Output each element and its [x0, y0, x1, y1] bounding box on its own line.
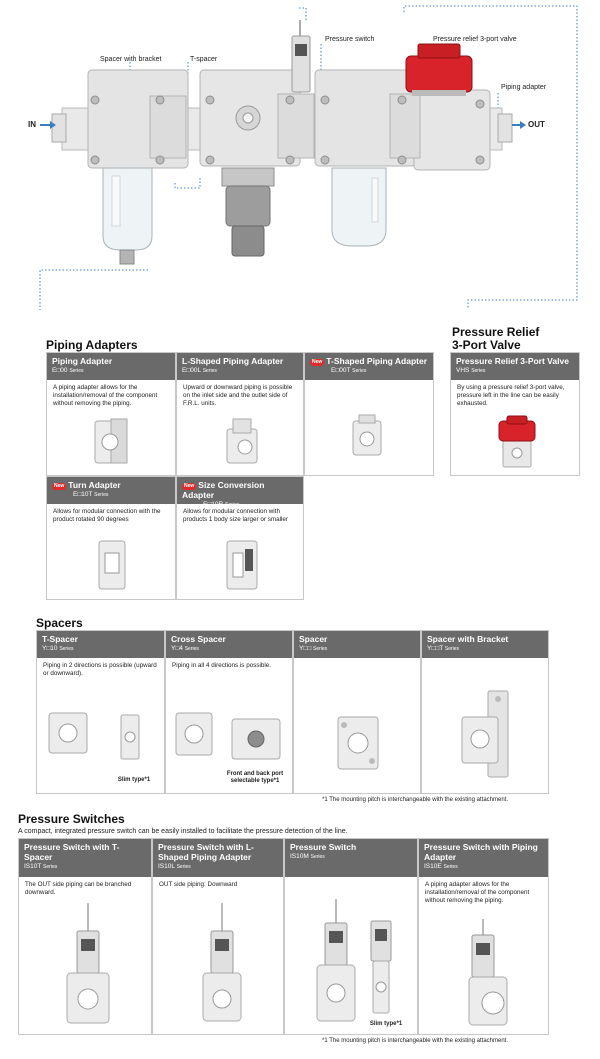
series-suffix: Series — [94, 492, 109, 498]
piping-adapter-callout: Piping adapter — [501, 84, 547, 91]
in-label: IN — [28, 120, 36, 129]
series-suffix: Series — [202, 368, 217, 374]
series-suffix: Series — [443, 864, 458, 870]
new-badge: New — [312, 359, 323, 365]
switch-l-adapter-image — [197, 901, 247, 1029]
card-name: Piping Adapter — [52, 356, 113, 366]
switch-t-spacer-image — [63, 901, 113, 1029]
spacer-with-bracket-card — [421, 630, 549, 794]
card-series: VHS — [456, 367, 470, 374]
spacer-image — [330, 711, 386, 775]
spacer-card — [293, 630, 421, 794]
cross-spacer-card — [165, 630, 293, 794]
series-suffix: Series — [225, 502, 240, 508]
new-badge: New — [54, 483, 65, 489]
card-name: Spacer with Bracket — [427, 634, 509, 644]
switch-slim-image — [365, 917, 397, 1017]
card-name: Spacer — [299, 634, 328, 644]
slim-type-note: Slim type*1 — [117, 777, 151, 783]
cross-spacer-front-back-image — [228, 715, 284, 763]
series-suffix: Series — [176, 864, 191, 870]
card-series: Y□10 — [42, 645, 58, 652]
size-conversion-adapter-card — [176, 476, 304, 600]
cross-spacer-image — [172, 709, 216, 759]
card-name: Pressure Switch — [290, 842, 357, 852]
pressure-switch-callout: Pressure switch — [325, 36, 375, 43]
card-name: Size Conversion Adapter — [182, 480, 265, 500]
pressure-relief-callout: Pressure relief 3-port valve — [433, 36, 517, 43]
card-desc: Allows for modular connection with products 1 body size larger or smaller — [183, 508, 288, 523]
switch-image — [311, 897, 361, 1027]
card-desc: By using a pressure relief 3-port valve, pressure left in the line can be easily exhausted. — [457, 384, 565, 407]
card-series: Y□4 — [171, 645, 183, 652]
pressure-switches-desc: A compact, integrated pressure switch can be easily installed to facilitate the pressure detection of the line. — [18, 828, 348, 835]
card-series: IS10L — [158, 863, 175, 870]
switches-footnote: *1 The mounting pitch is interchangeable with the existing attachment. — [322, 1038, 508, 1044]
card-name: Pressure Relief 3-Port Valve — [456, 356, 569, 366]
t-shaped-piping-adapter-card — [304, 352, 434, 476]
frl-assembly-illustration — [0, 0, 600, 310]
card-name: Pressure Switch with T-Spacer — [24, 842, 120, 862]
spacer-with-bracket-image — [454, 687, 518, 781]
card-series: Y□□T — [427, 645, 444, 652]
card-name: T-Shaped Piping Adapter — [326, 356, 428, 366]
card-series: E□10T — [73, 491, 93, 498]
series-suffix: Series — [313, 646, 328, 652]
t-spacer-card — [36, 630, 165, 794]
pressure-switches-title: Pressure Switches — [18, 812, 125, 826]
spacers-title: Spacers — [36, 616, 83, 630]
frl-assembly-diagram — [0, 0, 600, 310]
card-series: E□00 — [52, 367, 68, 374]
card-desc: OUT side piping: Downward — [159, 881, 238, 888]
card-name: Cross Spacer — [171, 634, 226, 644]
pressure-switch-l-adapter-card — [152, 838, 284, 1035]
l-shaped-piping-adapter-image — [221, 417, 265, 469]
card-series: IS10E — [424, 863, 442, 870]
l-shaped-piping-adapter-card — [176, 352, 304, 476]
front-back-port-note: Front and back port selectable type*1 — [226, 771, 284, 784]
turn-adapter-image — [95, 537, 129, 593]
card-desc: Piping in 2 directions is possible (upward or downward). — [43, 662, 157, 677]
series-suffix: Series — [471, 368, 486, 374]
out-label: OUT — [528, 120, 545, 129]
series-suffix: Series — [69, 368, 84, 374]
card-name: Pressure Switch with Piping Adapter — [424, 842, 538, 862]
spacer-with-bracket-callout: Spacer with bracket — [100, 56, 162, 63]
t-spacer-slim-image — [117, 711, 143, 763]
switch-piping-adapter-image — [463, 917, 513, 1031]
card-name: L-Shaped Piping Adapter — [182, 356, 284, 366]
card-desc: Upward or downward piping is possible on the inlet side and the outlet side of F.R.L. units. — [183, 384, 293, 407]
pressure-switch-t-spacer-card — [18, 838, 152, 1035]
new-badge: New — [184, 483, 195, 489]
card-desc: Allows for modular connection with the product rotated 90 degrees — [53, 508, 161, 523]
relief-title-line1: Pressure Relief — [452, 325, 540, 339]
card-desc: The OUT side piping can be branched downward. — [25, 881, 132, 896]
t-shaped-piping-adapter-image — [347, 413, 387, 461]
card-series: IS10M — [290, 853, 309, 860]
pressure-switch-piping-adapter-card — [418, 838, 549, 1035]
series-suffix: Series — [310, 854, 325, 860]
card-name: Turn Adapter — [68, 480, 121, 490]
card-series: Y□□ — [299, 645, 312, 652]
t-spacer-image — [45, 709, 91, 757]
series-suffix: Series — [444, 646, 460, 652]
card-series: E□10R — [203, 501, 224, 508]
card-desc: A piping adapter allows for the installation/removal of the component without removing the piping. — [53, 384, 158, 407]
series-suffix: Series — [352, 368, 367, 374]
series-suffix: Series — [59, 646, 74, 652]
card-desc: A piping adapter allows for the installation/removal of the component without removing the piping. — [425, 881, 530, 904]
pressure-relief-title — [452, 326, 539, 352]
relief-valve-image — [495, 415, 539, 471]
card-name: Pressure Switch with L-Shaped Piping Adapter — [158, 842, 254, 862]
series-suffix: Series — [43, 864, 58, 870]
spacers-footnote: *1 The mounting pitch is interchangeable with the existing attachment. — [322, 797, 508, 803]
size-conversion-adapter-image — [223, 535, 263, 593]
turn-adapter-card — [46, 476, 176, 600]
card-name: T-Spacer — [42, 634, 78, 644]
pressure-switch-card — [284, 838, 418, 1035]
relief-title-line2: 3-Port Valve — [452, 338, 521, 352]
series-suffix: Series — [184, 646, 199, 652]
card-desc: Piping in all 4 directions is possible. — [172, 662, 272, 669]
card-series: E□00T — [331, 367, 351, 374]
t-spacer-callout: T-spacer — [190, 56, 218, 63]
piping-adapter-card — [46, 352, 176, 476]
card-series: E□00L — [182, 367, 201, 374]
slim-type-note: Slim type*1 — [369, 1021, 403, 1027]
card-series: IS10T — [24, 863, 42, 870]
piping-adapters-title: Piping Adapters — [46, 338, 138, 352]
piping-adapter-image — [91, 417, 131, 469]
pressure-relief-valve-card — [450, 352, 580, 476]
